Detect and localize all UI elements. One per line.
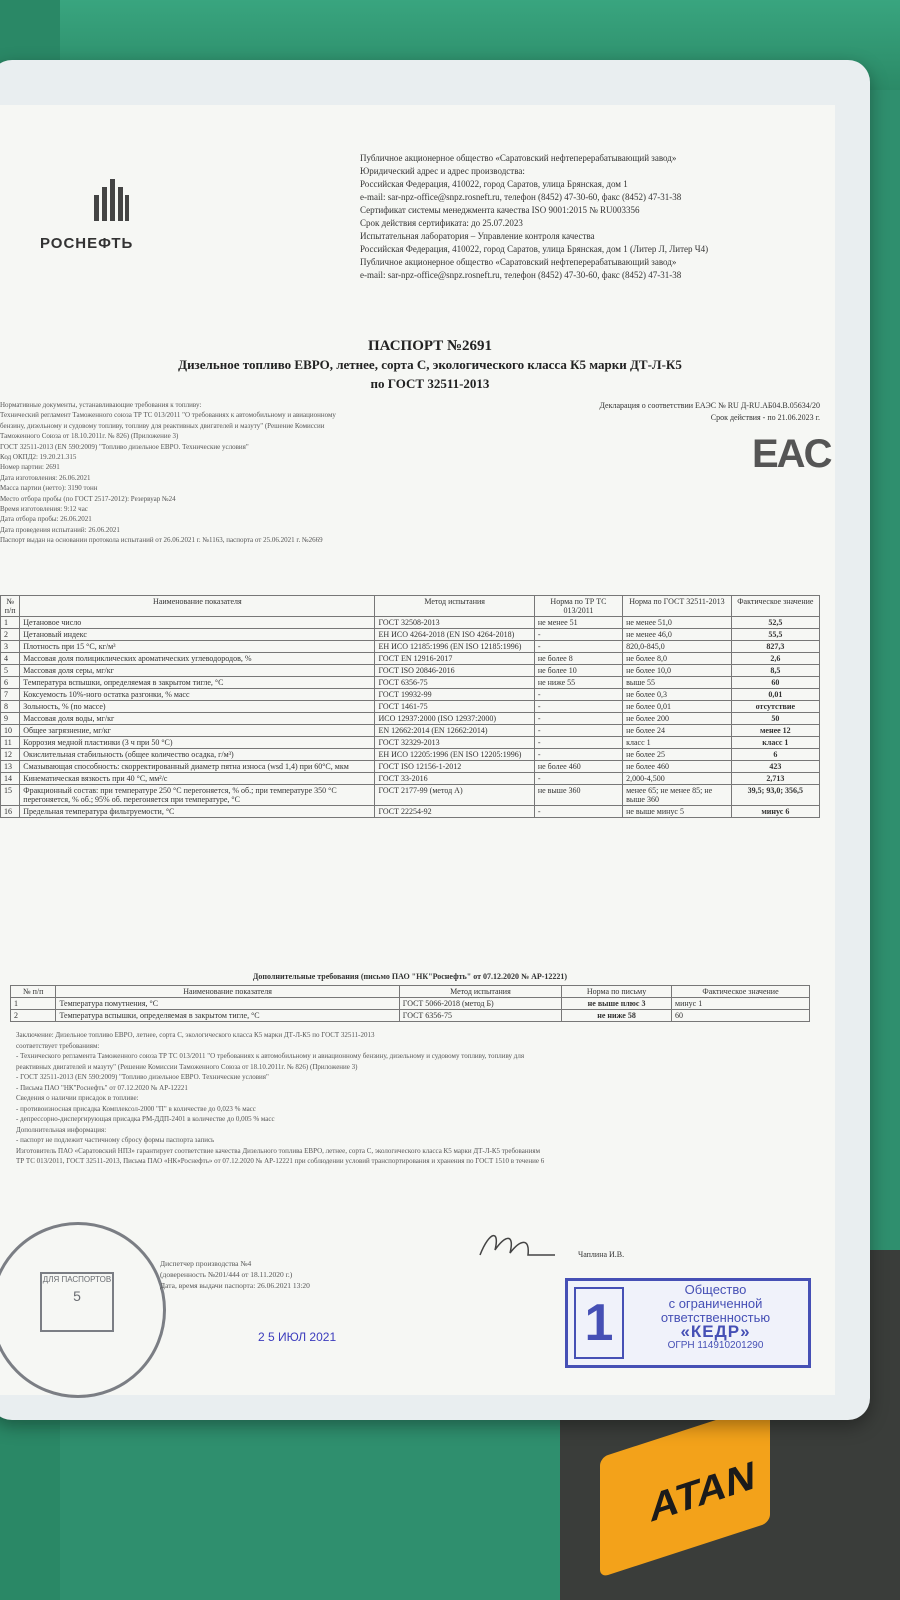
table-cell: ГОСТ 33-2016 (375, 773, 534, 785)
table-cell: не более 200 (623, 713, 732, 725)
table-cell: Массовая доля полициклических ароматических углеводородов, % (20, 653, 375, 665)
column-header: Метод испытания (375, 596, 534, 617)
column-header: Метод испытания (399, 986, 561, 998)
table-row (1, 773, 820, 785)
table-cell: - (534, 629, 622, 641)
conclusion-line: Сведения о наличии присадок в топливе: (16, 1094, 139, 1102)
table-cell: 4 (1, 653, 20, 665)
table-cell: менее 65; не менее 85; не выше 360 (623, 785, 732, 806)
table-cell: - (534, 689, 622, 701)
table-cell: ГОСТ 32508-2013 (375, 617, 534, 629)
table-cell: 2,000-4,500 (623, 773, 732, 785)
table-cell: 6 (1, 677, 20, 689)
table-cell: EN 12662:2014 (EN 12662:2014) (375, 725, 534, 737)
conclusion-line: - противоизносная присадка Комплексол-2000 "П" в количестве до 0,023 % масс (16, 1104, 256, 1113)
company-line: Испытательная лаборатория – Управление контроля качества (360, 231, 595, 241)
info-line: Код ОКПД2: 19.20.21.315 (0, 453, 77, 462)
conclusion-line: - Письма ПАО "НК"Роснефть" от 07.12.2020 № АР-12221 (16, 1083, 188, 1092)
table-cell: ГОСТ 19932-99 (375, 689, 534, 701)
table-cell: менее 12 (731, 725, 819, 737)
table-cell: ЕН ИСО 4264-2018 (EN ISO 4264-2018) (375, 629, 534, 641)
table-cell: не более 460 (534, 761, 622, 773)
table-cell: 6 (731, 749, 819, 761)
table-cell: класс 1 (731, 737, 819, 749)
table-cell: 2 (11, 1010, 56, 1022)
table-cell: не ниже 58 (562, 1010, 672, 1022)
table-cell: ИСО 12937:2000 (ISO 12937:2000) (375, 713, 534, 725)
column-header: № п/п (11, 986, 56, 998)
passport-title: ПАСПОРТ №2691 (367, 338, 493, 354)
column-header: № п/п (1, 596, 20, 617)
table-cell: Массовая доля воды, мг/кг (20, 713, 375, 725)
table-cell: Фракционный состав: при температуре 250 °С перегоняется, % об.; при температуре 350 °С перегоняется, % об.; 95% об. перегоняется при температуре, °С (20, 785, 375, 806)
table-cell: Общее загрязнение, мг/кг (20, 725, 375, 737)
signature-block (160, 1258, 310, 1291)
table-cell: Коррозия медной пластинки (3 ч при 50 °С) (20, 737, 375, 749)
dispatcher-title: Диспетчер производства №4 (160, 1259, 252, 1268)
info-line: Масса партии (нетто): 3190 тонн (0, 484, 98, 493)
conclusion-line: ТР ТС 013/2011, ГОСТ 32511-2013, Письма ПАО «НК«Роснефть» от 07.12.2020 № АР-12221 при соблюдении условий транспортирования и хранения по ГОСТ 1510 в течение 6 (16, 1157, 545, 1165)
table-cell: 827,3 (731, 641, 819, 653)
table-cell: не более 8 (534, 653, 622, 665)
round-stamp-number: 5 (73, 1288, 81, 1304)
table-cell: не менее 51,0 (623, 617, 732, 629)
company-line: Публичное акционерное общество «Саратовский нефтеперерабатывающий завод» (360, 257, 677, 267)
table-cell: Окислительная стабильность (общее количество осадка, г/м³) (20, 749, 375, 761)
table-cell: 12 (1, 749, 20, 761)
table-cell: 2 (1, 629, 20, 641)
table-row (1, 653, 820, 665)
kedr-line1: Общество (684, 1282, 747, 1297)
table-header-row (11, 986, 810, 998)
table-cell: ГОСТ ISO 20846-2016 (375, 665, 534, 677)
table-cell: ЕН ИСО 12185:1996 (EN ISO 12185:1996) (375, 641, 534, 653)
table-cell: ГОСТ 32329-2013 (375, 737, 534, 749)
kedr-line3: ответственностью (660, 1310, 771, 1325)
table-cell: - (534, 737, 622, 749)
table-cell: не выше 360 (534, 785, 622, 806)
kedr-line2: с ограниченной (668, 1296, 763, 1311)
table-row (1, 641, 820, 653)
rosneft-logo-icon (90, 175, 130, 223)
company-line: Российская Федерация, 410022, город Саратов, улица Брянская, дом 1 (360, 179, 628, 189)
table-row (1, 689, 820, 701)
table-cell: ГОСТ 22254-92 (375, 806, 534, 818)
info-line: Дата отбора пробы: 26.06.2021 (0, 515, 92, 524)
info-line: Время изготовления: 9:12 час (0, 505, 88, 514)
table-row (1, 725, 820, 737)
table-cell: не выше минус 5 (623, 806, 732, 818)
table-cell: отсутствие (731, 701, 819, 713)
table-cell: 9 (1, 713, 20, 725)
table-cell: - (534, 749, 622, 761)
info-line: ГОСТ 32511-2013 (EN 590:2009) "Топливо дизельное ЕВРО. Технические условия" (0, 442, 249, 451)
company-line: e-mail: sar-npz-office@snpz.rosneft.ru, телефон (8452) 47-30-60, факс (8452) 47-31-38 (360, 270, 682, 280)
kedr-name: «КЕДР» (680, 1322, 751, 1341)
round-stamp-text: ДЛЯ ПАСПОРТОВ (42, 1275, 112, 1284)
table-cell: 820,0-845,0 (623, 641, 732, 653)
quality-table (0, 595, 820, 818)
table-cell: - (534, 701, 622, 713)
table-cell: - (534, 641, 622, 653)
table-cell: не более 0,3 (623, 689, 732, 701)
declaration-validity: Срок действия - по 21.06.2023 г. (710, 413, 820, 422)
table-cell: ГОСТ 5066-2018 (метод Б) (399, 998, 561, 1010)
table-row (1, 749, 820, 761)
table-cell: не более 8,0 (623, 653, 732, 665)
signer-name: Чаплина И.В. (578, 1250, 625, 1259)
table-cell: Кинематическая вязкость при 40 °С, мм²/с (20, 773, 375, 785)
company-line: e-mail: sar-npz-office@snpz.rosneft.ru, телефон (8452) 47-30-60, факс (8452) 47-31-38 (360, 192, 682, 202)
table-cell: Зольность, % (по массе) (20, 701, 375, 713)
table-cell: 52,5 (731, 617, 819, 629)
table-cell: 1 (1, 617, 20, 629)
table-cell: Температура вспышки, определяемая в закрытом тигле, °С (20, 677, 375, 689)
table-cell: ГОСТ EN 12916-2017 (375, 653, 534, 665)
conclusion (16, 1030, 816, 1167)
company-line: Российская Федерация, 410022, город Саратов, улица Брянская, дом 1 (Литер Л, Литер Ч4) (360, 244, 709, 254)
table-row (1, 617, 820, 629)
table-cell: Температура вспышки, определяемая в закрытом тигле, °С (56, 1010, 399, 1022)
table-row (1, 785, 820, 806)
table-cell: - (534, 725, 622, 737)
table-cell: выше 55 (623, 677, 732, 689)
power-of-attorney: (доверенность №201/444 от 18.11.2020 г.) (160, 1270, 293, 1279)
table-cell: минус 1 (672, 998, 810, 1010)
info-line: Нормативные документы, устанавливающие требования к топливу: (0, 401, 202, 409)
column-header: Наименование показателя (56, 986, 399, 998)
table-cell: - (534, 773, 622, 785)
info-line: Технический регламент Таможенного союза ТР ТС 013/2011 "О требованиях к автомобильному и авиационному (0, 411, 336, 420)
atan-sign-text: ATAN (650, 1452, 756, 1532)
table-header-row (1, 596, 820, 617)
table-cell: ГОСТ 2177-99 (метод А) (375, 785, 534, 806)
table-cell: Смазывающая способность: скорректированный диаметр пятна износа (wsd 1,4) при 60°С, мкм (20, 761, 375, 773)
conclusion-line: Заключение: Дизельное топливо ЕВРО, летнее, сорта С, экологического класса К5 марки ДТ-Л-К5 по ГОСТ 32511-2013 (16, 1031, 375, 1039)
table-cell: 60 (672, 1010, 810, 1022)
table-row (1, 629, 820, 641)
company-line: Юридический адрес и адрес производства: (360, 166, 525, 176)
kedr-stamp-text (628, 1283, 803, 1353)
issue-datetime: Дата, время выдачи паспорта: 26.06.2021 13:20 (160, 1281, 310, 1290)
passport-gost: по ГОСТ 32511-2013 (370, 376, 490, 391)
table-cell: Массовая доля серы, мг/кг (20, 665, 375, 677)
table-cell: ГОСТ 1461-75 (375, 701, 534, 713)
table-cell: 423 (731, 761, 819, 773)
table-cell: 8,5 (731, 665, 819, 677)
table-cell: ГОСТ ISO 12156-1-2012 (375, 761, 534, 773)
table-cell: 15 (1, 785, 20, 806)
info-line: Дата проведения испытаний: 26.06.2021 (0, 525, 120, 534)
table-cell: 0,01 (731, 689, 819, 701)
table-cell: не выше плюс 3 (562, 998, 672, 1010)
column-header: Норма по ГОСТ 32511-2013 (623, 596, 732, 617)
table-cell: ГОСТ 6356-75 (375, 677, 534, 689)
conclusion-line: - Технического регламента Таможенного союза ТР ТС 013/2011 "О требованиях к автомобильному и авиационному бензину, дизельному и судовому топливу, топливу для (16, 1052, 525, 1060)
round-stamp-inner (40, 1272, 114, 1332)
table-cell: не менее 51 (534, 617, 622, 629)
eac-mark: EAC (752, 432, 831, 476)
table-cell: 39,5; 93,0; 356,5 (731, 785, 819, 806)
table-cell: 1 (11, 998, 56, 1010)
info-line: Номер партии: 2691 (0, 463, 60, 472)
table-cell: 10 (1, 725, 20, 737)
table-row (11, 998, 810, 1010)
conclusion-line: Изготовитель ПАО «Саратовский НПЗ» гарантирует соответствие качества Дизельного топлива ЕВРО, летнее, сорта С, экологического класса К5 марки ДТ-Л-К5 требованиям (16, 1146, 541, 1155)
table-cell: не менее 46,0 (623, 629, 732, 641)
table-cell: не более 460 (623, 761, 732, 773)
conclusion-line: соответствует требованиям: (16, 1041, 100, 1050)
info-line: Дата изготовления: 26.06.2021 (0, 473, 91, 482)
kedr-ogrn: ОГРН 114910201290 (667, 1340, 764, 1351)
declaration (520, 400, 820, 424)
table-cell: - (534, 713, 622, 725)
table-cell: не ниже 55 (534, 677, 622, 689)
table-cell: Цетановое число (20, 617, 375, 629)
table-row (11, 1010, 810, 1022)
info-line: Паспорт выдан на основании протокола испытаний от 26.06.2021 г. №1163, паспорта от 25.06.2021 г. №2669 (0, 536, 323, 545)
table-cell: 3 (1, 641, 20, 653)
conclusion-line: реактивных двигателей и мазуту" (Решение Комиссии Таможенного Союза от 18.10.2011г. № 826) (Приложение 3) (16, 1062, 358, 1071)
table-cell: 7 (1, 689, 20, 701)
rosneft-logo-text: РОСНЕФТЬ (40, 235, 134, 252)
table-cell: ЕН ИСО 12205:1996 (EN ISO 12205:1996) (375, 749, 534, 761)
table-cell: Коксуемость 10%-ного остатка разгонки, % масс (20, 689, 375, 701)
company-line: Срок действия сертификата: до 25.07.2023 (360, 218, 523, 228)
table-cell: 14 (1, 773, 20, 785)
date-stamp: 2 5 ИЮЛ 2021 (258, 1330, 337, 1344)
table-cell: 2,713 (731, 773, 819, 785)
column-header: Фактическое значение (731, 596, 819, 617)
table-cell: 11 (1, 737, 20, 749)
table-row (1, 677, 820, 689)
table-cell: Предельная температура фильтруемости, °С (20, 806, 375, 818)
table-row (1, 701, 820, 713)
table-cell: Температура помутнения, °С (56, 998, 399, 1010)
info-line: Место отбора пробы (по ГОСТ 2517-2012): Резервуар №24 (0, 494, 176, 503)
table-cell: ГОСТ 6356-75 (399, 1010, 561, 1022)
table-cell: 5 (1, 665, 20, 677)
table-cell: Цетановый индекс (20, 629, 375, 641)
company-line: Сертификат системы менеджмента качества ISO 9001:2015 № RU003356 (360, 205, 640, 215)
column-header: Норма по письму (562, 986, 672, 998)
column-header: Наименование показателя (20, 596, 375, 617)
table-row (1, 665, 820, 677)
conclusion-line: Дополнительная информация: (16, 1125, 107, 1134)
handwritten-signature (470, 1225, 560, 1265)
passport-subtitle: Дизельное топливо ЕВРО, летнее, сорта С, экологического класса К5 марки ДТ-Л-К5 (178, 357, 682, 372)
table-cell: 2,6 (731, 653, 819, 665)
table-cell: - (534, 806, 622, 818)
conclusion-line: - паспорт не подлежит частичному сбросу формы паспорта запись (16, 1136, 215, 1144)
column-header: Фактическое значение (672, 986, 810, 998)
table-cell: Плотность при 15 °С, кг/м³ (20, 641, 375, 653)
normative-info (0, 400, 520, 546)
table-cell: 55,5 (731, 629, 819, 641)
info-line: Таможенного Союза от 18.10.2011г. № 826) (Приложение 3) (0, 432, 179, 441)
additional-table (10, 985, 810, 1022)
table-cell: 16 (1, 806, 20, 818)
conclusion-line: - депрессорно-диспергирующая присадка PM-ДДП-2401 в количестве до 0,005 % масс (16, 1115, 275, 1123)
column-header: Норма по ТР ТС 013/2011 (534, 596, 622, 617)
table-cell: 8 (1, 701, 20, 713)
table-row (1, 713, 820, 725)
table-cell: не более 0,01 (623, 701, 732, 713)
company-line: Публичное акционерное общество «Саратовский нефтеперерабатывающий завод» (360, 153, 677, 163)
table-cell: 60 (731, 677, 819, 689)
table-cell: не более 10 (534, 665, 622, 677)
kedr-stamp (565, 1278, 811, 1368)
additional-title: Дополнительные требования (письмо ПАО "НК"Роснефть" от 07.12.2020 № АР-12221) (252, 972, 568, 981)
conclusion-line: - ГОСТ 32511-2013 (EN 590:2009) "Топливо дизельное ЕВРО. Технические условия" (16, 1073, 269, 1081)
info-line: бензину, дизельному и судовому топливу, топливу для реактивных двигателей и мазуту" (Решение Комиссии (0, 421, 325, 430)
declaration-number: Декларация о соответствии ЕАЭС № RU Д-RU.АБ04.В.05634/20 (599, 401, 820, 410)
table-cell: не более 25 (623, 749, 732, 761)
kedr-stamp-number: 1 (574, 1287, 624, 1359)
table-row (1, 737, 820, 749)
table-cell: не более 10,0 (623, 665, 732, 677)
table-cell: минус 6 (731, 806, 819, 818)
table-row (1, 761, 820, 773)
table-cell: не более 24 (623, 725, 732, 737)
company-details (360, 152, 830, 282)
table-cell: класс 1 (623, 737, 732, 749)
rosneft-logo (40, 175, 180, 265)
table-cell: 13 (1, 761, 20, 773)
table-row (1, 806, 820, 818)
table-cell: 50 (731, 713, 819, 725)
